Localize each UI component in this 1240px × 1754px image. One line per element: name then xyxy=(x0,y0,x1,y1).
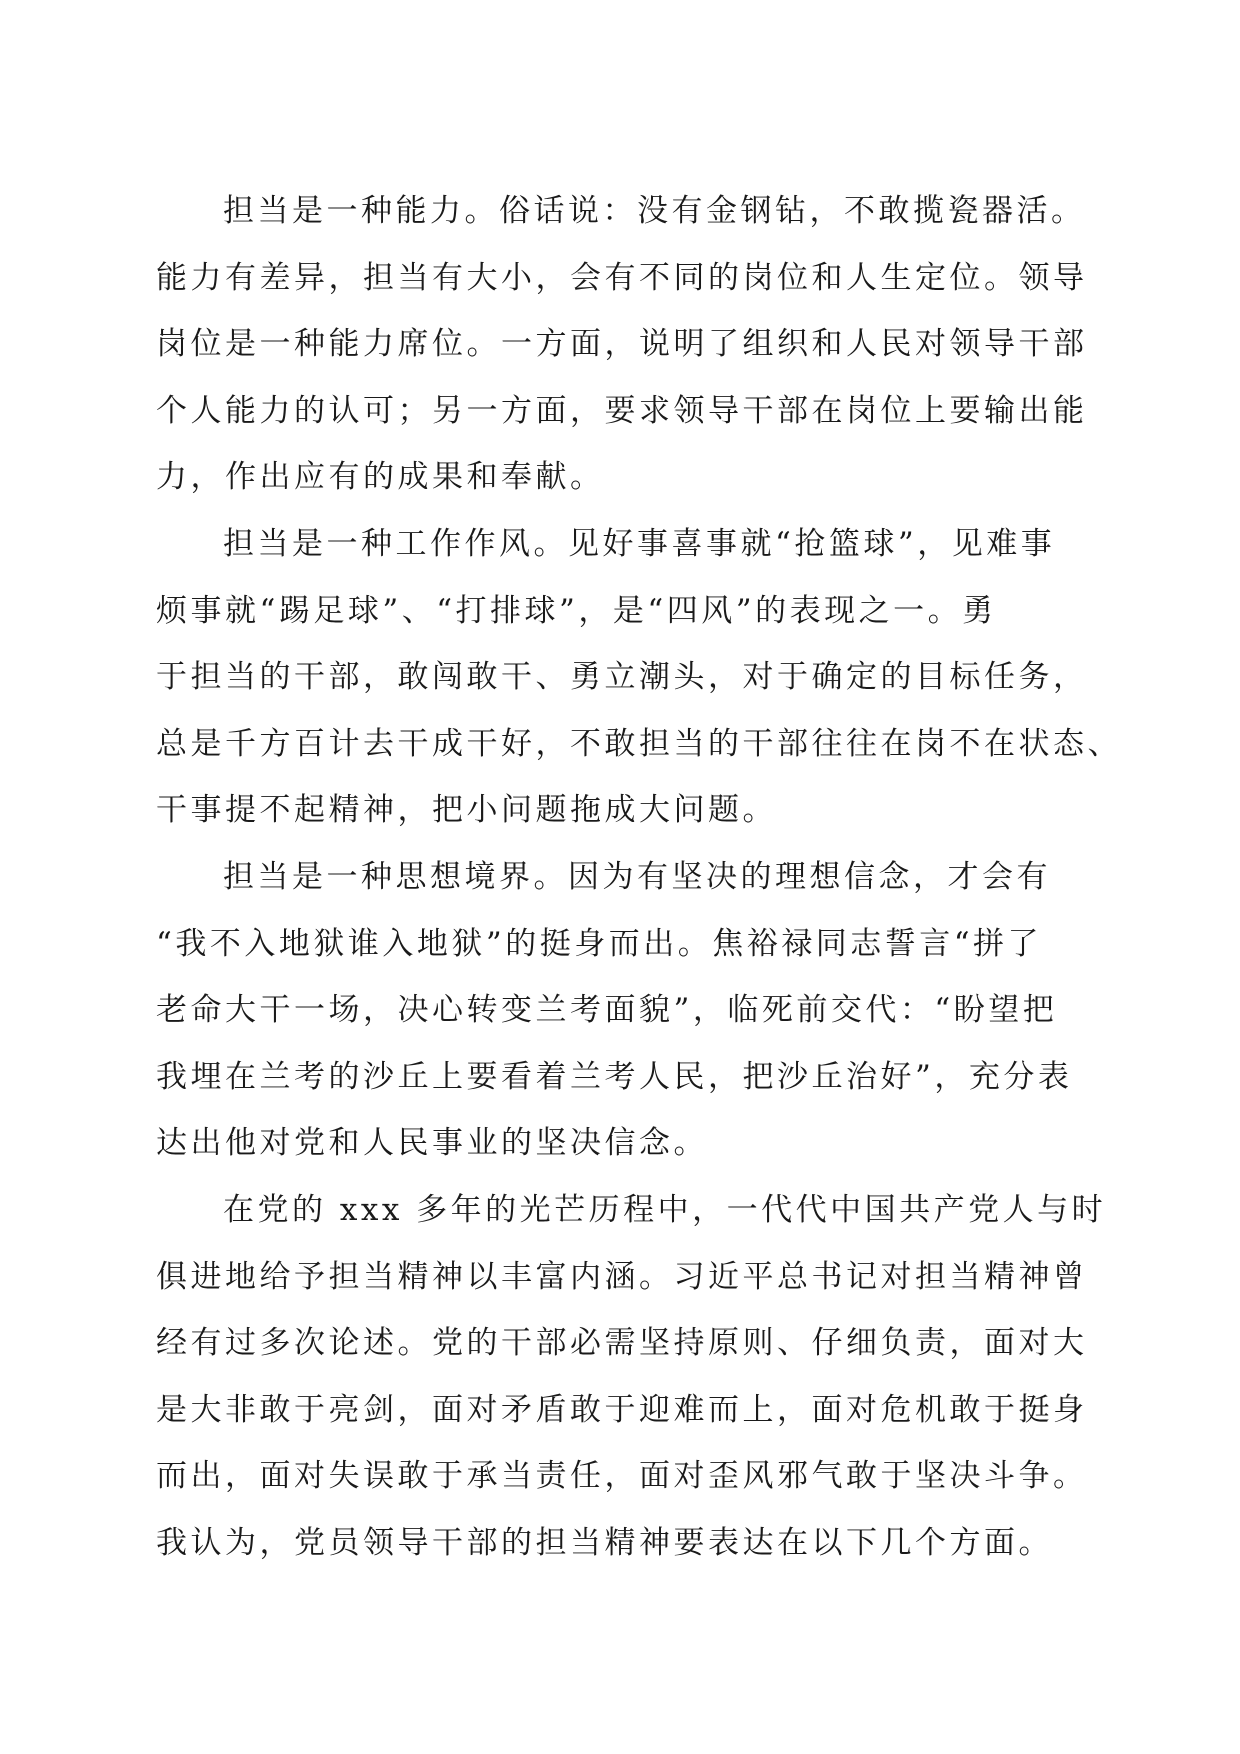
paragraph-line: 烦事就“踢足球”、“打排球”，是“四风”的表现之一。勇 xyxy=(156,592,997,629)
paragraph-line: 在党的 xxx 多年的光芒历程中，一代代中国共产党人与时 xyxy=(223,1191,1107,1228)
paragraph-line: 担当是一种能力。俗话说：没有金钢钻，不敢揽瓷器活。 xyxy=(223,193,1086,229)
paragraph-line: 达出他对党和人民事业的坚决信念。 xyxy=(156,1125,708,1162)
paragraph-party-history xyxy=(156,1177,1107,1577)
paragraph-line: 俱进地给予担当精神以丰富内涵。习近平总书记对担当精神曾 xyxy=(156,1258,1088,1295)
paragraph-line: 岗位是一种能力席位。一方面，说明了组织和人民对领导干部 xyxy=(156,326,1088,363)
paragraph-line: 总是千方百计去干成干好，不敢担当的干部往往在岗不在状态、 xyxy=(156,725,1122,762)
paragraph-ability xyxy=(156,178,1086,511)
paragraph-work-style xyxy=(156,511,1122,844)
paragraph-line: 干事提不起精神，把小问题拖成大问题。 xyxy=(156,792,777,829)
paragraph-line: 经有过多次论述。党的干部必需坚持原则、仔细负责，面对大 xyxy=(156,1325,1088,1362)
paragraph-line: 担当是一种思想境界。因为有坚决的理想信念，才会有 xyxy=(223,858,1051,895)
paragraph-ideological-realm xyxy=(156,844,1086,1177)
paragraph-line: 能力有差异，担当有大小，会有不同的岗位和人生定位。领导 xyxy=(156,259,1088,296)
paragraph-line: 个人能力的认可；另一方面，要求领导干部在岗位上要输出能 xyxy=(156,392,1088,429)
paragraph-line: “我不入地狱谁入地狱”的挺身而出。焦裕禄同志誓言“拼了 xyxy=(156,925,1043,962)
paragraph-line: 我埋在兰考的沙丘上要看着兰考人民，把沙丘治好”，充分表 xyxy=(156,1058,1073,1095)
paragraph-line: 我认为，党员领导干部的担当精神要表达在以下几个方面。 xyxy=(156,1524,1053,1561)
paragraph-line: 是大非敢于亮剑，面对矛盾敢于迎难而上，面对危机敢于挺身 xyxy=(156,1391,1088,1428)
paragraph-line: 而出，面对失误敢于承当责任，面对歪风邪气敢于坚决斗争。 xyxy=(156,1458,1088,1495)
paragraph-line: 担当是一种工作作风。见好事喜事就“抢篮球”，见难事 xyxy=(223,525,1056,562)
paragraph-line: 于担当的干部，敢闯敢干、勇立潮头，对于确定的目标任务， xyxy=(156,659,1088,696)
paragraph-line: 力，作出应有的成果和奉献。 xyxy=(156,459,605,496)
paragraph-line: 老命大干一场，决心转变兰考面貌”，临死前交代：“盼望把 xyxy=(156,992,1058,1029)
document-body xyxy=(156,178,1122,1576)
